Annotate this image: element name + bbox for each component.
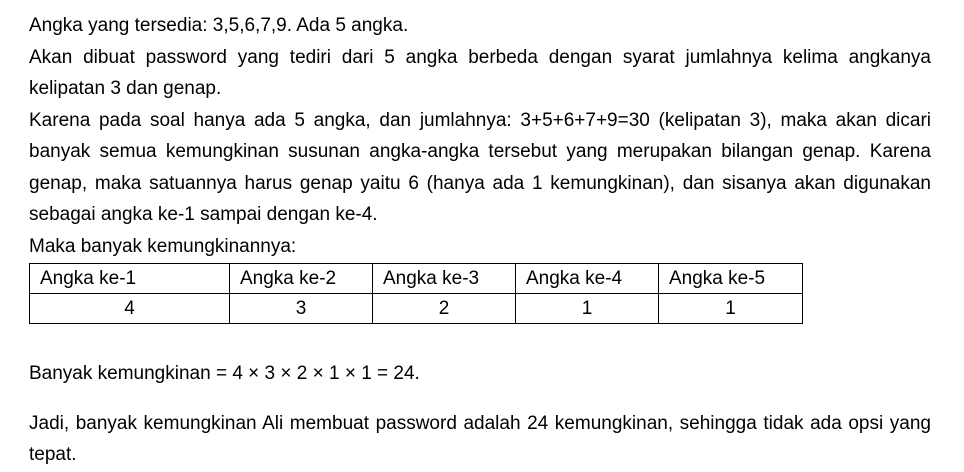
table-value-cell: 3 bbox=[230, 294, 373, 324]
conclusion-text: Jadi, banyak kemungkinan Ali membuat password adalah 24 kemungkinan, sehingga tidak ada opsi yang tepat. bbox=[29, 412, 931, 465]
table-row bbox=[30, 294, 803, 324]
table-header-cell: Angka ke-3 bbox=[373, 264, 516, 294]
table-intro-text: Maka banyak kemungkinannya: bbox=[29, 235, 297, 257]
solution-document bbox=[29, 10, 931, 471]
table-value-cell: 1 bbox=[659, 294, 803, 324]
reasoning-text: Karena pada soal hanya ada 5 angka, dan jumlahnya: 3+5+6+7+9=30 (kelipatan 3), maka akan dicari banyak semua kemungkinan susunan angka-angka tersebut yang merupakan bilangan genap. Karena genap, maka satuannya harus genap yaitu 6 (hanya ada 1 kemungkinan), dan sisanya akan digunakan sebagai angka ke-1 sampai dengan ke-4. bbox=[29, 109, 931, 225]
table-header-cell: Angka ke-4 bbox=[516, 264, 659, 294]
table-value-cell: 1 bbox=[516, 294, 659, 324]
possibilities-table bbox=[29, 263, 803, 324]
table-header-cell: Angka ke-2 bbox=[230, 264, 373, 294]
table-value-cell: 4 bbox=[30, 294, 230, 324]
spacer bbox=[29, 390, 931, 408]
table-header-cell: Angka ke-1 bbox=[30, 264, 230, 294]
table-header-cell: Angka ke-5 bbox=[659, 264, 803, 294]
table-header-row bbox=[30, 264, 803, 294]
available-digits-text: Angka yang tersedia: 3,5,6,7,9. Ada 5 angka. bbox=[29, 15, 409, 36]
result-text: Banyak kemungkinan = 4 × 3 × 2 × 1 × 1 = 24. bbox=[29, 363, 420, 384]
table-value-cell: 2 bbox=[373, 294, 516, 324]
spacer bbox=[29, 324, 931, 358]
problem-statement-text: Akan dibuat password yang tediri dari 5 angka berbeda dengan syarat jumlahnya kelima angkanya kelipatan 3 dan genap. bbox=[29, 46, 931, 99]
